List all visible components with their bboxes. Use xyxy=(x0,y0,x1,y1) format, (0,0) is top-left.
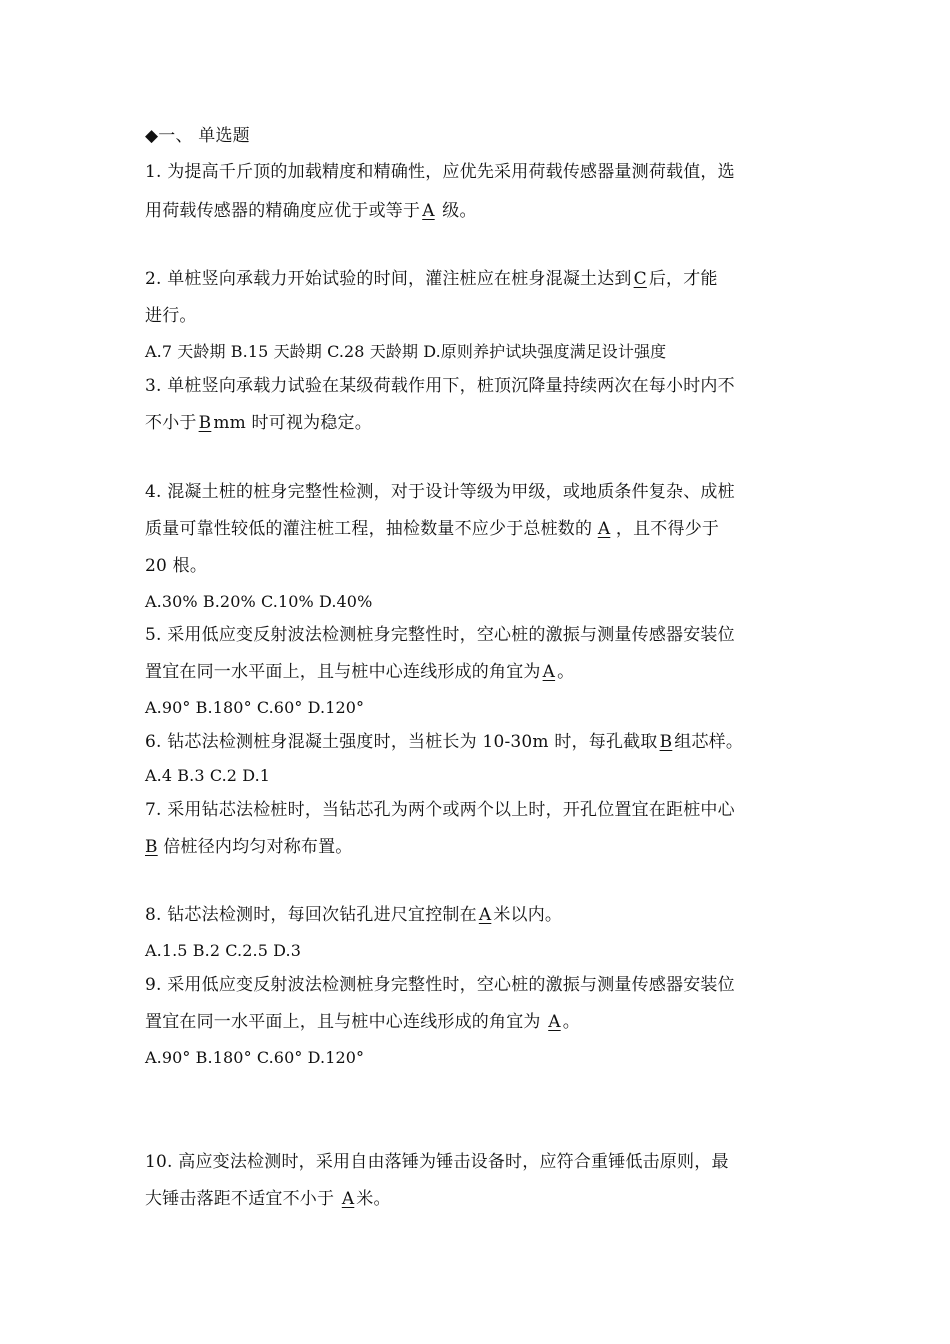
question-7-line-2 xyxy=(145,836,353,858)
question-3-text: 不小于 xyxy=(145,413,197,433)
question-4-line-2 xyxy=(145,518,719,540)
question-4-options: A.30% B.20% C.10% D.40% xyxy=(145,592,373,611)
question-6-text-end: 组芯样。 xyxy=(674,732,744,752)
question-6-answer: B xyxy=(659,732,673,752)
question-1-answer: A xyxy=(422,201,435,221)
question-6-text: 6. 钻芯法检测桩身混凝土强度时，当桩长为 10-30m 时，每孔截取 xyxy=(145,732,658,752)
question-7-answer: B xyxy=(145,837,158,857)
question-2-answer: C xyxy=(633,269,647,289)
question-9-line-1: 9. 采用低应变反射波法检测桩身完整性时，空心桩的激振与测量传感器安装位 xyxy=(145,975,735,995)
question-4-line-3: 20 根。 xyxy=(145,556,208,576)
question-2-options: A.7 天龄期 B.15 天龄期 C.28 天龄期 D.原则养护试块强度满足设计强度 xyxy=(145,342,667,361)
question-1-line-1: 1. 为提高千斤顶的加载精度和精确性，应优先采用荷载传感器量测荷载值，选 xyxy=(145,162,735,182)
question-9-text-end: 。 xyxy=(562,1012,580,1032)
question-9-text: 置宜在同一水平面上，且与桩中心连线形成的角宜为 xyxy=(145,1012,547,1032)
question-2-line-2: 进行。 xyxy=(145,306,197,326)
question-5-options: A.90° B.180° C.60° D.120° xyxy=(145,698,365,717)
question-8-options: A.1.5 B.2 C.2.5 D.3 xyxy=(145,941,301,960)
question-3-answer: B xyxy=(198,413,212,433)
question-7-text-end: 倍桩径内均匀对称布置。 xyxy=(157,837,353,857)
question-9-line-2 xyxy=(145,1011,580,1033)
question-10-text: 大锤击落距不适宜不小于 xyxy=(145,1189,340,1209)
question-3-line-2 xyxy=(145,412,372,434)
question-8-text-end: 米以内。 xyxy=(493,905,563,925)
question-10-line-2 xyxy=(145,1188,391,1210)
question-5-text-end: 。 xyxy=(557,662,575,682)
question-2-line-1 xyxy=(145,268,718,290)
question-1-line-2 xyxy=(145,200,477,222)
question-4-answer: A xyxy=(597,519,611,539)
question-10-answer: A xyxy=(341,1189,355,1209)
question-4-line-1: 4. 混凝土桩的桩身完整性检测，对于设计等级为甲级，或地质条件复杂、成桩 xyxy=(145,482,735,502)
question-5-answer: A xyxy=(542,662,556,682)
question-3-text-end: mm 时可视为稳定。 xyxy=(213,413,372,433)
question-10-line-1: 10. 高应变法检测时，采用自由落锤为锤击设备时，应符合重锤低击原则，最 xyxy=(145,1152,729,1172)
question-9-answer: A xyxy=(548,1012,561,1032)
question-1-text-end: 级。 xyxy=(436,201,477,221)
question-5-line-1: 5. 采用低应变反射波法检测桩身完整性时，空心桩的激振与测量传感器安装位 xyxy=(145,625,735,645)
question-9-options: A.90° B.180° C.60° D.120° xyxy=(145,1048,365,1067)
question-5-line-2 xyxy=(145,661,574,683)
section-heading: ◆一、 单选题 xyxy=(145,126,250,146)
question-2-text: 2. 单桩竖向承载力开始试验的时间，灌注桩应在桩身混凝土达到 xyxy=(145,269,632,289)
question-1-text: 用荷载传感器的精确度应优于或等于 xyxy=(145,201,421,221)
question-8-answer: A xyxy=(478,905,492,925)
question-4-text-end: ，且不得少于 xyxy=(610,519,720,539)
question-2-text-end: 后，才能 xyxy=(648,269,718,289)
question-6-line-1 xyxy=(145,731,743,753)
question-10-text-end: 米。 xyxy=(356,1189,391,1209)
question-4-text: 质量可靠性较低的灌注桩工程，抽检数量不应少于总桩数的 xyxy=(145,519,598,539)
question-5-text: 置宜在同一水平面上，且与桩中心连线形成的角宜为 xyxy=(145,662,541,682)
question-3-line-1: 3. 单桩竖向承载力试验在某级荷载作用下，桩顶沉降量持续两次在每小时内不 xyxy=(145,376,735,396)
question-8-line-1 xyxy=(145,904,562,926)
question-8-text: 8. 钻芯法检测时，每回次钻孔进尺宜控制在 xyxy=(145,905,477,925)
question-7-line-1: 7. 采用钻芯法检桩时，当钻芯孔为两个或两个以上时，开孔位置宜在距桩中心 xyxy=(145,800,735,820)
question-6-options: A.4 B.3 C.2 D.1 xyxy=(145,766,271,785)
